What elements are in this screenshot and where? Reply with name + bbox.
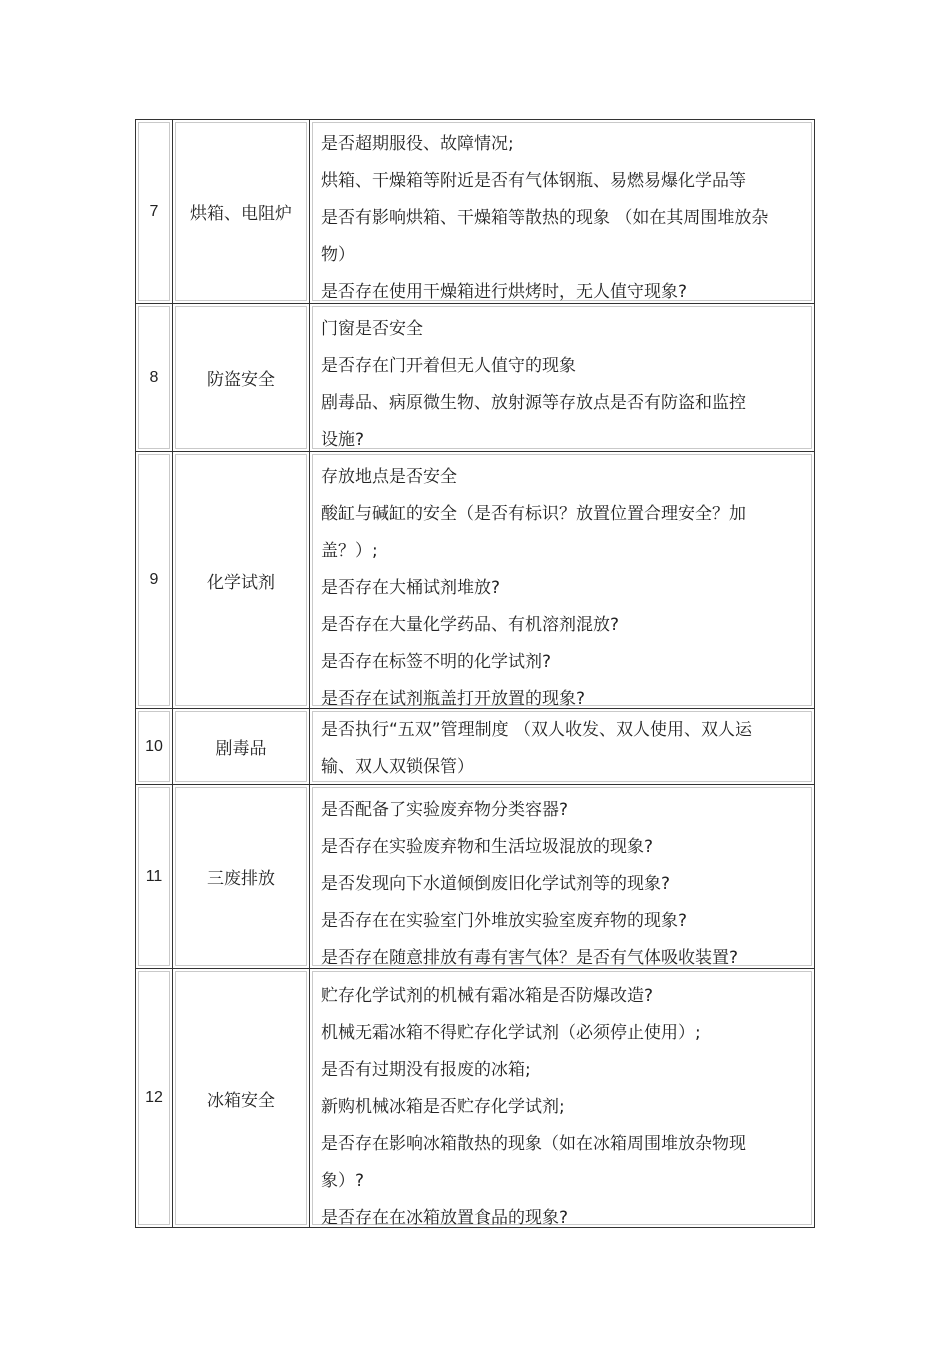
category-cell — [173, 120, 310, 304]
row-number: 9 — [149, 571, 159, 588]
check-items-cell — [310, 120, 815, 304]
check-item: 输、双人双锁保管） — [321, 757, 474, 777]
check-item: 物） — [321, 245, 355, 265]
check-item: 是否存在随意排放有毒有害气体？是否有气体吸收装置? — [321, 948, 739, 968]
table-row — [136, 969, 815, 1228]
row-number-cell — [136, 785, 173, 969]
check-item: 是否配备了实验废弃物分类容器? — [321, 800, 569, 820]
check-item: 是否存在大桶试剂堆放? — [321, 578, 501, 598]
check-item: 烘箱、干燥箱等附近是否有气体钢瓶、易燃易爆化学品等 — [321, 171, 746, 191]
check-item: 设施? — [321, 430, 365, 450]
category-cell — [173, 709, 310, 785]
row-number: 7 — [149, 202, 159, 220]
row-number-cell — [136, 120, 173, 304]
check-item: 是否存在使用干燥箱进行烘烤时，无人值守现象? — [321, 282, 688, 302]
row-number-cell — [136, 304, 173, 452]
table-row — [136, 709, 815, 785]
check-items-cell — [310, 785, 815, 969]
check-item: 是否存在影响冰箱散热的现象（如在冰箱周围堆放杂物现 — [321, 1134, 746, 1154]
check-item: 是否存在标签不明的化学试剂? — [321, 652, 552, 672]
row-number-cell — [136, 452, 173, 709]
check-item: 存放地点是否安全 — [321, 467, 457, 487]
category-label: 化学试剂 — [207, 572, 275, 593]
check-items-cell — [310, 709, 815, 785]
check-item: 是否存在在冰箱放置食品的现象? — [321, 1208, 569, 1228]
check-item: 盖？）; — [321, 541, 378, 561]
category-label: 剧毒品 — [215, 739, 267, 759]
category-label: 烘箱、电阻炉 — [190, 204, 292, 224]
check-item: 贮存化学试剂的机械有霜冰箱是否防爆改造? — [321, 986, 654, 1006]
safety-checklist-table — [135, 119, 815, 1228]
table-row — [136, 304, 815, 452]
check-item: 是否存在在实验室门外堆放实验室废弃物的现象? — [321, 911, 688, 931]
check-item: 是否存在门开着但无人值守的现象 — [321, 356, 576, 376]
category-cell — [173, 452, 310, 709]
table-row — [136, 120, 815, 304]
category-cell — [173, 969, 310, 1228]
row-number-cell — [136, 709, 173, 785]
check-item: 是否存在实验废弃物和生活垃圾混放的现象? — [321, 837, 654, 857]
category-label: 防盗安全 — [207, 370, 275, 390]
row-number: 8 — [149, 368, 159, 386]
row-number: 11 — [145, 867, 163, 885]
row-number: 10 — [145, 737, 163, 755]
row-number-cell — [136, 969, 173, 1228]
category-label: 三废排放 — [207, 869, 275, 889]
check-items-cell — [310, 969, 815, 1228]
check-item: 新购机械冰箱是否贮存化学试剂; — [321, 1097, 565, 1117]
check-item: 是否执行“五双”管理制度 （双人收发、双人使用、双人运 — [321, 720, 753, 740]
check-item: 象）? — [321, 1171, 365, 1191]
table-row — [136, 452, 815, 709]
check-item: 是否有影响烘箱、干燥箱等散热的现象 （如在其周围堆放杂 — [321, 208, 769, 228]
check-item: 是否存在大量化学药品、有机溶剂混放? — [321, 615, 620, 635]
category-cell — [173, 304, 310, 452]
check-item: 是否有过期没有报废的冰箱; — [321, 1060, 531, 1080]
check-item: 门窗是否安全 — [321, 319, 423, 339]
check-item: 酸缸与碱缸的安全（是否有标识？放置位置合理安全？加 — [321, 504, 746, 524]
check-item: 是否发现向下水道倾倒废旧化学试剂等的现象? — [321, 874, 671, 894]
check-items-cell — [310, 304, 815, 452]
check-item: 剧毒品、病原微生物、放射源等存放点是否有防盗和监控 — [321, 393, 746, 413]
check-items-cell — [310, 452, 815, 709]
category-label: 冰箱安全 — [207, 1090, 275, 1111]
row-number: 12 — [145, 1089, 163, 1106]
check-item: 是否存在试剂瓶盖打开放置的现象? — [321, 689, 586, 709]
table-row — [136, 785, 815, 969]
check-item: 是否超期服役、故障情况; — [321, 134, 514, 154]
category-cell — [173, 785, 310, 969]
check-item: 机械无霜冰箱不得贮存化学试剂（必须停止使用）; — [321, 1023, 701, 1043]
